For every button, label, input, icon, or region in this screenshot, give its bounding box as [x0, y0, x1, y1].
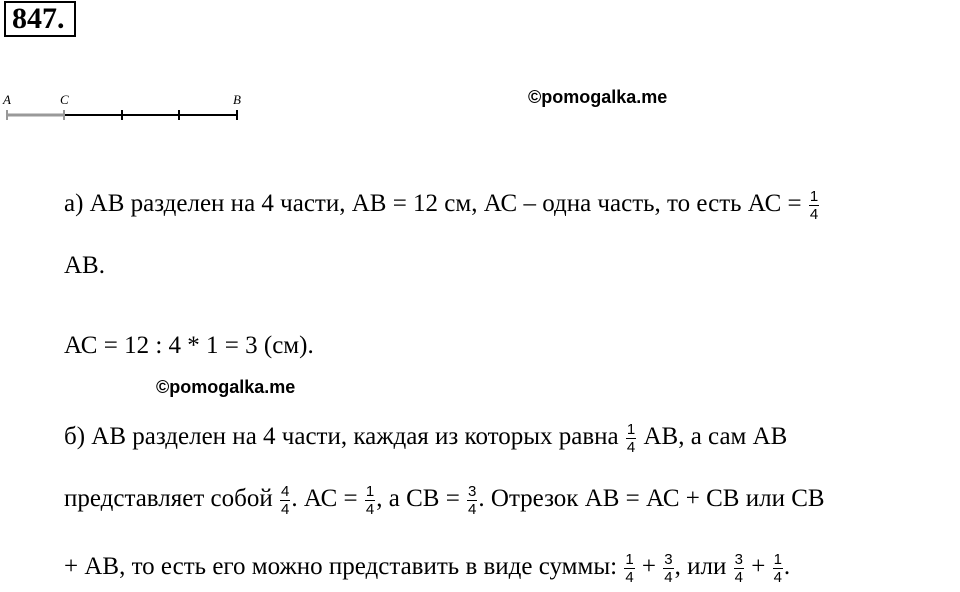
fraction-one-quarter: $\frac{1}{4}$ [625, 551, 634, 586]
part-a-line-3: АС = 12 : 4 * 1 = 3 (см). [64, 332, 314, 359]
fraction-three-quarters: $\frac{3}{4}$ [734, 551, 743, 586]
watermark-middle: ©pomogalka.me [156, 377, 296, 397]
fraction-one-quarter: $\frac{1}{4}$ [626, 421, 636, 456]
text: , или [674, 553, 727, 581]
text: . [783, 553, 791, 581]
point-label-a: A [3, 92, 11, 107]
fraction-one-quarter: $\frac{1}{4}$ [365, 483, 375, 518]
text: . Отрезок АВ = АС + СВ или СВ [478, 485, 825, 513]
segment-diagram [0, 86, 260, 126]
point-label-b: B [233, 92, 241, 107]
fraction-one-quarter: $\frac{1}{4}$ [809, 188, 819, 223]
watermark-top: ©pomogalka.me [528, 87, 668, 107]
text: а) АВ разделен на 4 части, АВ = 12 см, АС – одна часть, то есть АС = [64, 190, 802, 218]
fraction-three-quarters: $\frac{3}{4}$ [664, 551, 673, 586]
plus-sign: + [751, 553, 766, 581]
fraction-one-quarter: $\frac{1}{4}$ [773, 551, 782, 586]
point-label-c: C [60, 92, 69, 107]
text: б) АВ разделен на 4 части, каждая из которых равна [64, 423, 619, 451]
part-a-line-2: АВ. [64, 252, 105, 279]
fraction-four-quarters: $\frac{4}{4}$ [280, 483, 290, 518]
problem-number: 847. [4, 1, 76, 37]
part-b-line-3 [64, 551, 790, 586]
part-b-line-2 [64, 483, 825, 518]
fraction-three-quarters: $\frac{3}{4}$ [468, 483, 477, 518]
text: . АС = [291, 485, 358, 513]
text: представляет собой [64, 485, 273, 513]
part-b-line-1 [64, 421, 787, 456]
part-a-line-1 [64, 188, 820, 223]
text: АВ, а сам АВ [643, 423, 788, 451]
text: + АВ, то есть его можно представить в виде суммы: [64, 553, 618, 581]
text: , а СВ = [376, 485, 460, 513]
plus-sign: + [641, 553, 657, 581]
